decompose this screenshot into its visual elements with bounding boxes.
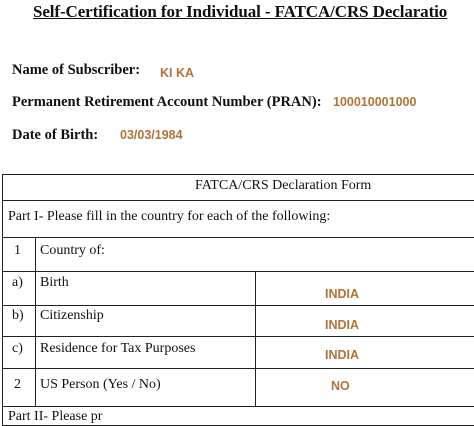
dob-value: 03/03/1984 [120, 128, 183, 142]
row-number: c) [12, 341, 23, 356]
part1-instructions: Part I- Please fill in the country for each of the following: [8, 209, 331, 224]
row-label-birth: Birth [40, 275, 69, 290]
divider [3, 368, 474, 369]
divider [3, 271, 474, 272]
form-header: FATCA/CRS Declaration Form [195, 178, 372, 193]
divider [35, 237, 36, 406]
citizenship-value: INDIA [325, 318, 360, 332]
row-label-tax-residence: Residence for Tax Purposes [40, 341, 196, 356]
part2-instructions: Part II- Please pr [8, 409, 103, 424]
fatca-crs-form [2, 174, 474, 426]
tax-residence-value: INDIA [325, 348, 360, 362]
divider [3, 406, 474, 407]
country-of-birth-value: INDIA [325, 287, 360, 301]
divider [3, 237, 474, 238]
pran-value: 100010001000 [333, 95, 417, 109]
pran-label: Permanent Retirement Account Number (PRAN): [12, 94, 322, 110]
row-label-citizenship: Citizenship [40, 308, 104, 323]
divider [3, 200, 474, 201]
row-number: 2 [14, 377, 21, 392]
row-number: a) [12, 275, 23, 290]
subscriber-name-value: KI KA [160, 66, 195, 80]
row-label-us-person: US Person (Yes / No) [40, 377, 161, 392]
row-number: b) [12, 308, 24, 323]
subscriber-name-label: Name of Subscriber: [12, 62, 141, 78]
divider [3, 305, 474, 306]
row-number: 1 [14, 243, 21, 258]
page-title: Self-Certification for Individual - FATCA/CRS Declaratio [33, 2, 448, 21]
divider [255, 271, 256, 406]
us-person-value: NO [331, 379, 350, 393]
row-label-country-of: Country of: [40, 243, 105, 258]
dob-label: Date of Birth: [12, 127, 99, 143]
divider [3, 336, 474, 337]
